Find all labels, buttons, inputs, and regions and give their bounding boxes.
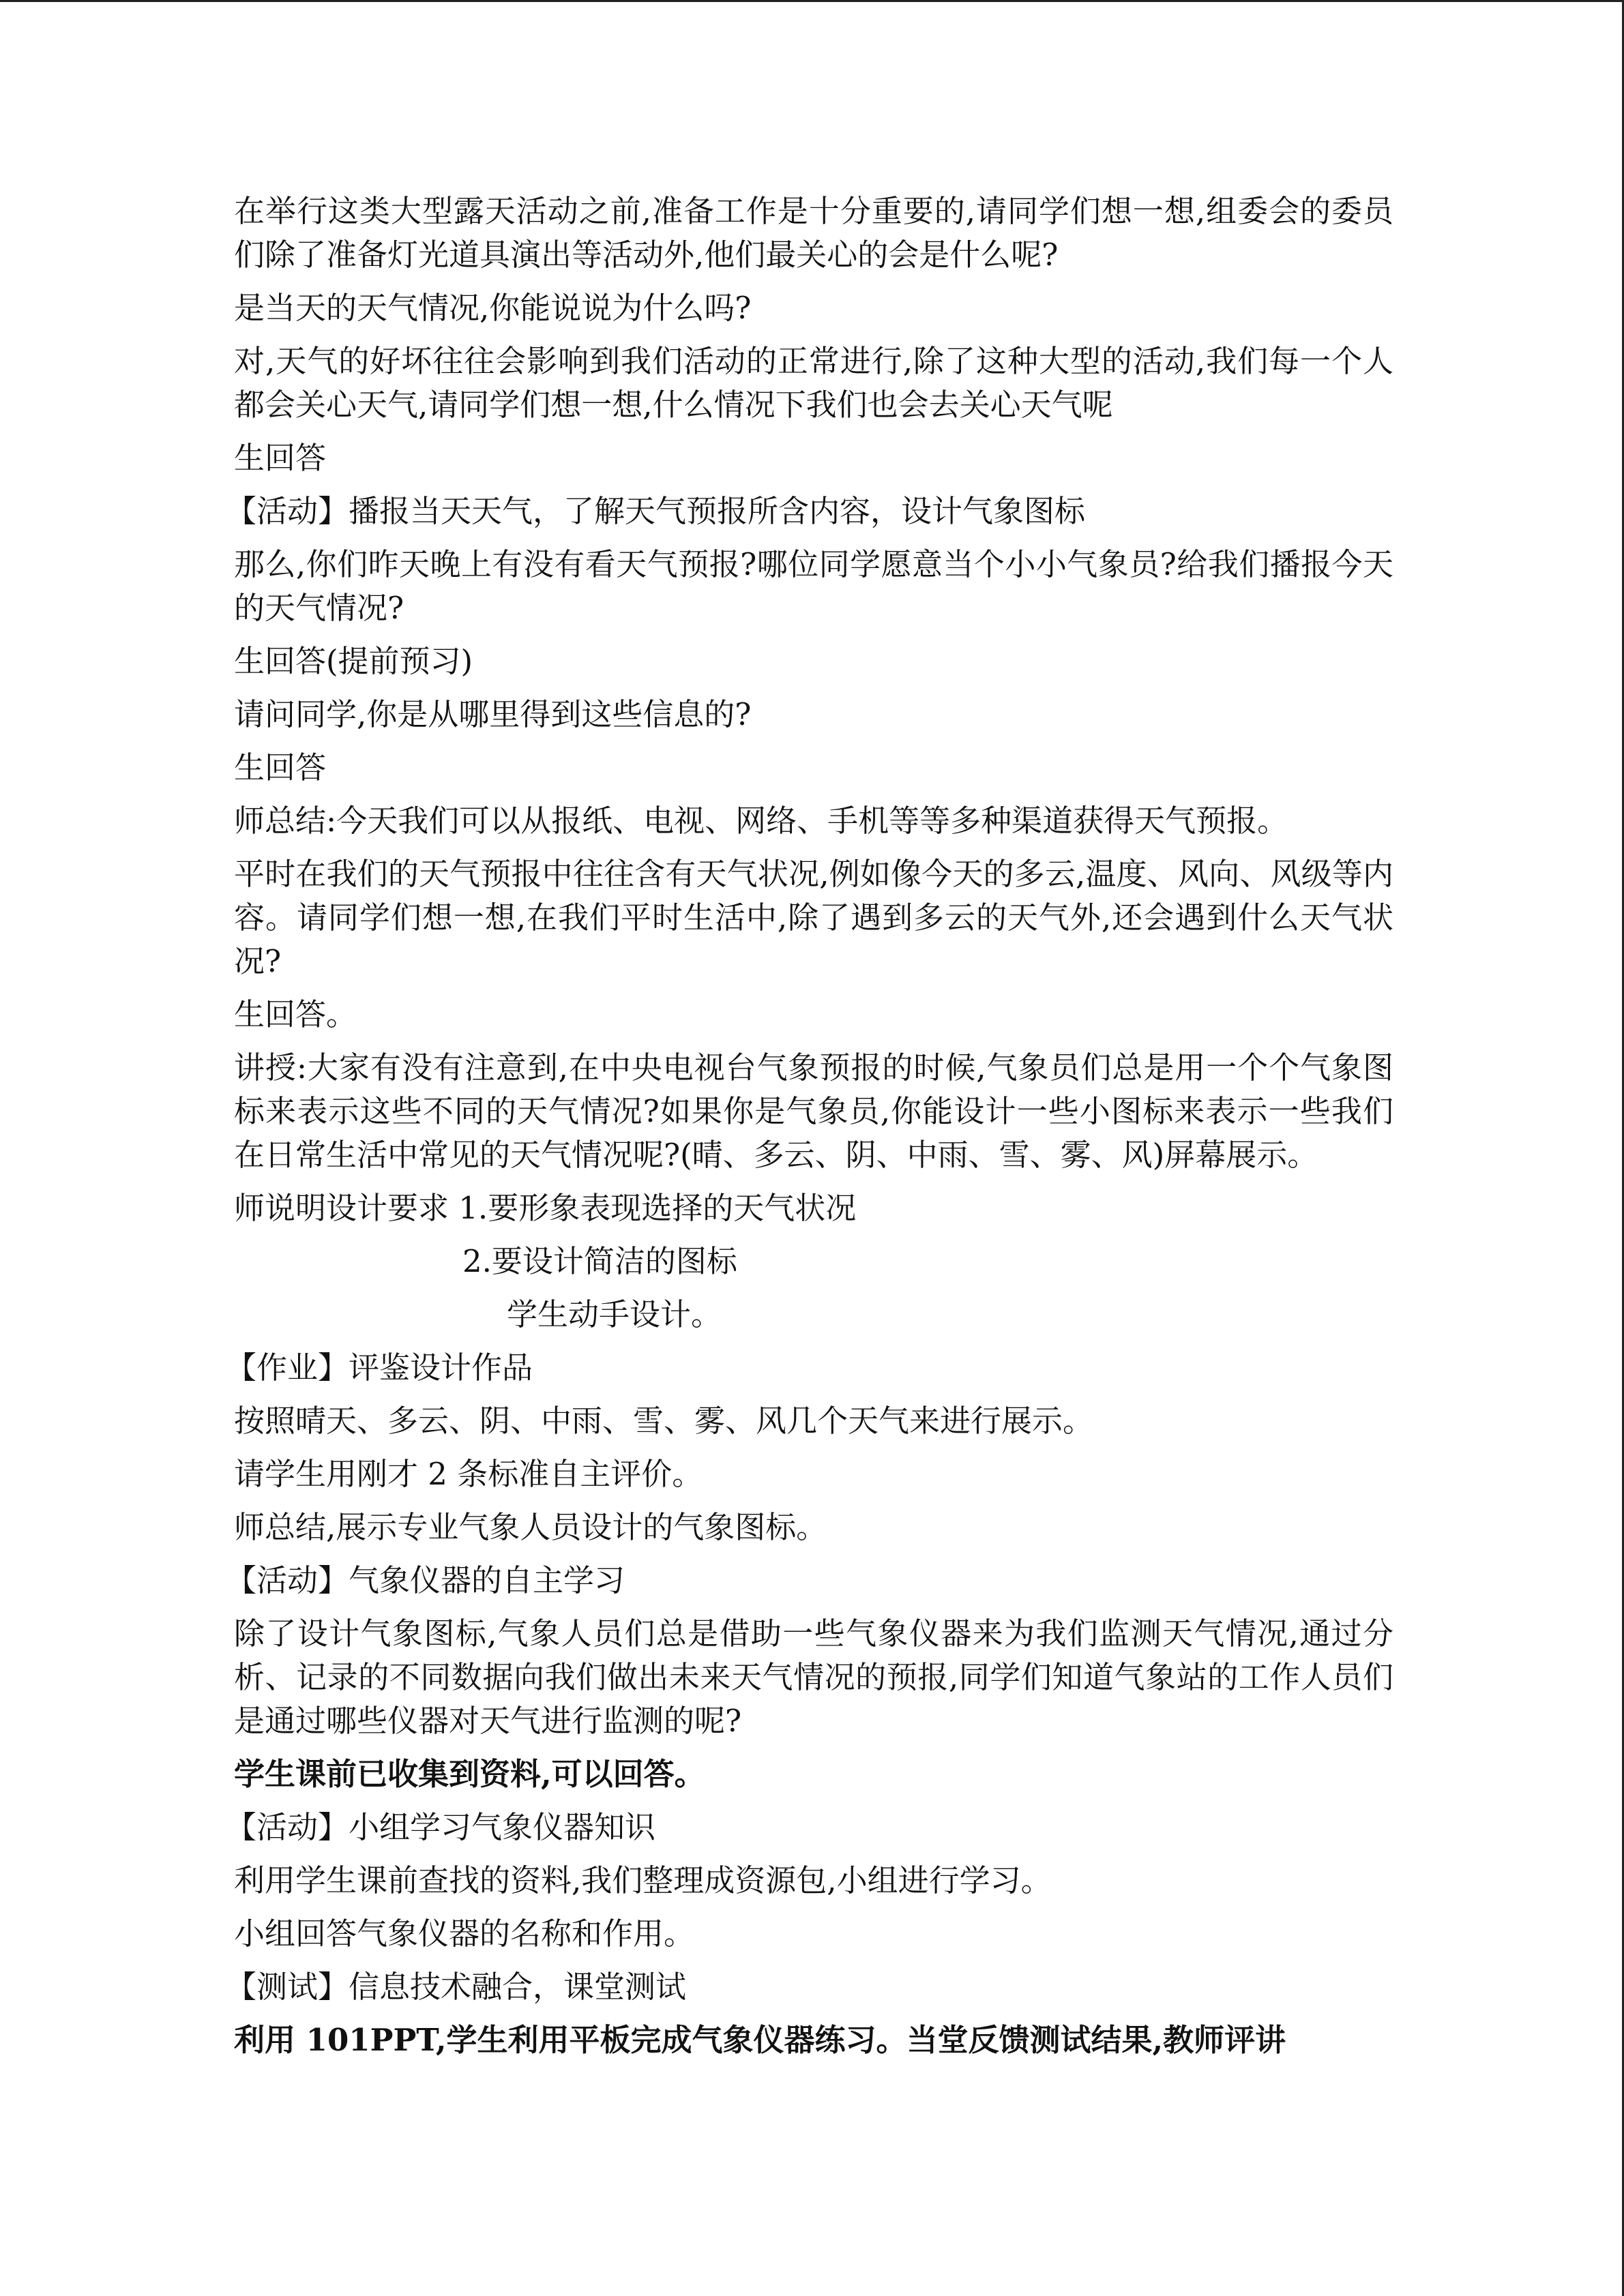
- paragraph-intro-question: 在举行这类大型露天活动之前,准备工作是十分重要的,请同学们想一想,组委会的委员们除了准备灯光道具演出等活动外,他们最关心的会是什么呢?: [234, 193, 1393, 273]
- paragraph-instruments-intro: 除了设计气象图标,气象人员们总是借助一些气象仪器来为我们监测天气情况,通过分析、记录的不同数据向我们做出未来天气情况的预报,同学们知道气象站的工作人员们是通过哪些仪器对天气进行监测的呢?: [234, 1615, 1393, 1739]
- section-heading-group-study: 【活动】小组学习气象仪器知识: [226, 1809, 656, 1845]
- paragraph-teacher-summary-channels: 师总结:今天我们可以从报纸、电视、网络、手机等等多种渠道获得天气预报。: [234, 803, 1288, 839]
- paragraph-student-answer-preview: 生回答(提前预习): [234, 643, 473, 679]
- paragraph-weather-conditions: 平时在我们的天气预报中往往含有天气状况,例如像今天的多云,温度、风向、风级等内容。请同学们想一想,在我们平时生活中,除了遇到多云的天气外,还会遇到什么天气状况?: [234, 856, 1393, 979]
- paragraph-students-collected-info: 学生课前已收集到资料,可以回答。: [234, 1756, 705, 1792]
- paragraph-student-answer: 生回答。: [234, 996, 357, 1032]
- paragraph-lecture-icons: 讲授:大家有没有注意到,在中央电视台气象预报的时候,气象员们总是用一个个气象图标来表示这些不同的天气情况?如果你是气象员,你能设计一些小图标来表示一些我们在日常生活中常见的天气情况呢?(晴、多云、阴、中雨、雪、雾、风)屏幕展示。: [234, 1049, 1393, 1173]
- paragraph-weather-importance: 对,天气的好坏往往会影响到我们活动的正常进行,除了这种大型的活动,我们每一个人都会关心天气,请同学们想一想,什么情况下我们也会去关心天气呢: [234, 343, 1393, 423]
- paragraph-display-order: 按照晴天、多云、阴、中雨、雪、雾、风几个天气来进行展示。: [234, 1403, 1094, 1439]
- paragraph-design-requirement-1: 师说明设计要求 1.要形象表现选择的天气状况: [234, 1190, 857, 1226]
- paragraph-weather-answer: 是当天的天气情况,你能说说为什么吗?: [234, 290, 752, 326]
- section-heading-broadcast: 【活动】播报当天天气，了解天气预报所含内容，设计气象图标: [226, 493, 1086, 529]
- paragraph-design-requirement-2: 2.要设计简洁的图标: [462, 1243, 737, 1279]
- section-heading-instruments-self-study: 【活动】气象仪器的自主学习: [226, 1562, 625, 1598]
- section-heading-test: 【测试】信息技术融合，课堂测试: [226, 1969, 687, 2005]
- paragraph-info-source-question: 请问同学,你是从哪里得到这些信息的?: [234, 696, 752, 732]
- paragraph-student-design: 学生动手设计。: [507, 1296, 722, 1332]
- paragraph-forecast-question: 那么,你们昨天晚上有没有看天气预报?哪位同学愿意当个小小气象员?给我们播报今天的天气情况?: [234, 546, 1393, 626]
- paragraph-self-evaluation: 请学生用刚才 2 条标准自主评价。: [234, 1456, 703, 1492]
- paragraph-ppt-test: 利用 101PPT,学生利用平板完成气象仪器练习。当堂反馈测试结果,教师评讲: [234, 2022, 1286, 2058]
- page-border-top: [0, 0, 1624, 2]
- paragraph-resource-pack: 利用学生课前查找的资料,我们整理成资源包,小组进行学习。: [234, 1862, 1052, 1898]
- paragraph-student-answer: 生回答: [234, 440, 327, 476]
- document-body: [226, 190, 1393, 2072]
- section-heading-homework: 【作业】评鉴设计作品: [226, 1350, 533, 1386]
- paragraph-student-answer: 生回答: [234, 749, 327, 786]
- paragraph-teacher-summary-icons: 师总结,展示专业气象人员设计的气象图标。: [234, 1509, 827, 1545]
- paragraph-group-answer: 小组回答气象仪器的名称和作用。: [234, 1915, 695, 1952]
